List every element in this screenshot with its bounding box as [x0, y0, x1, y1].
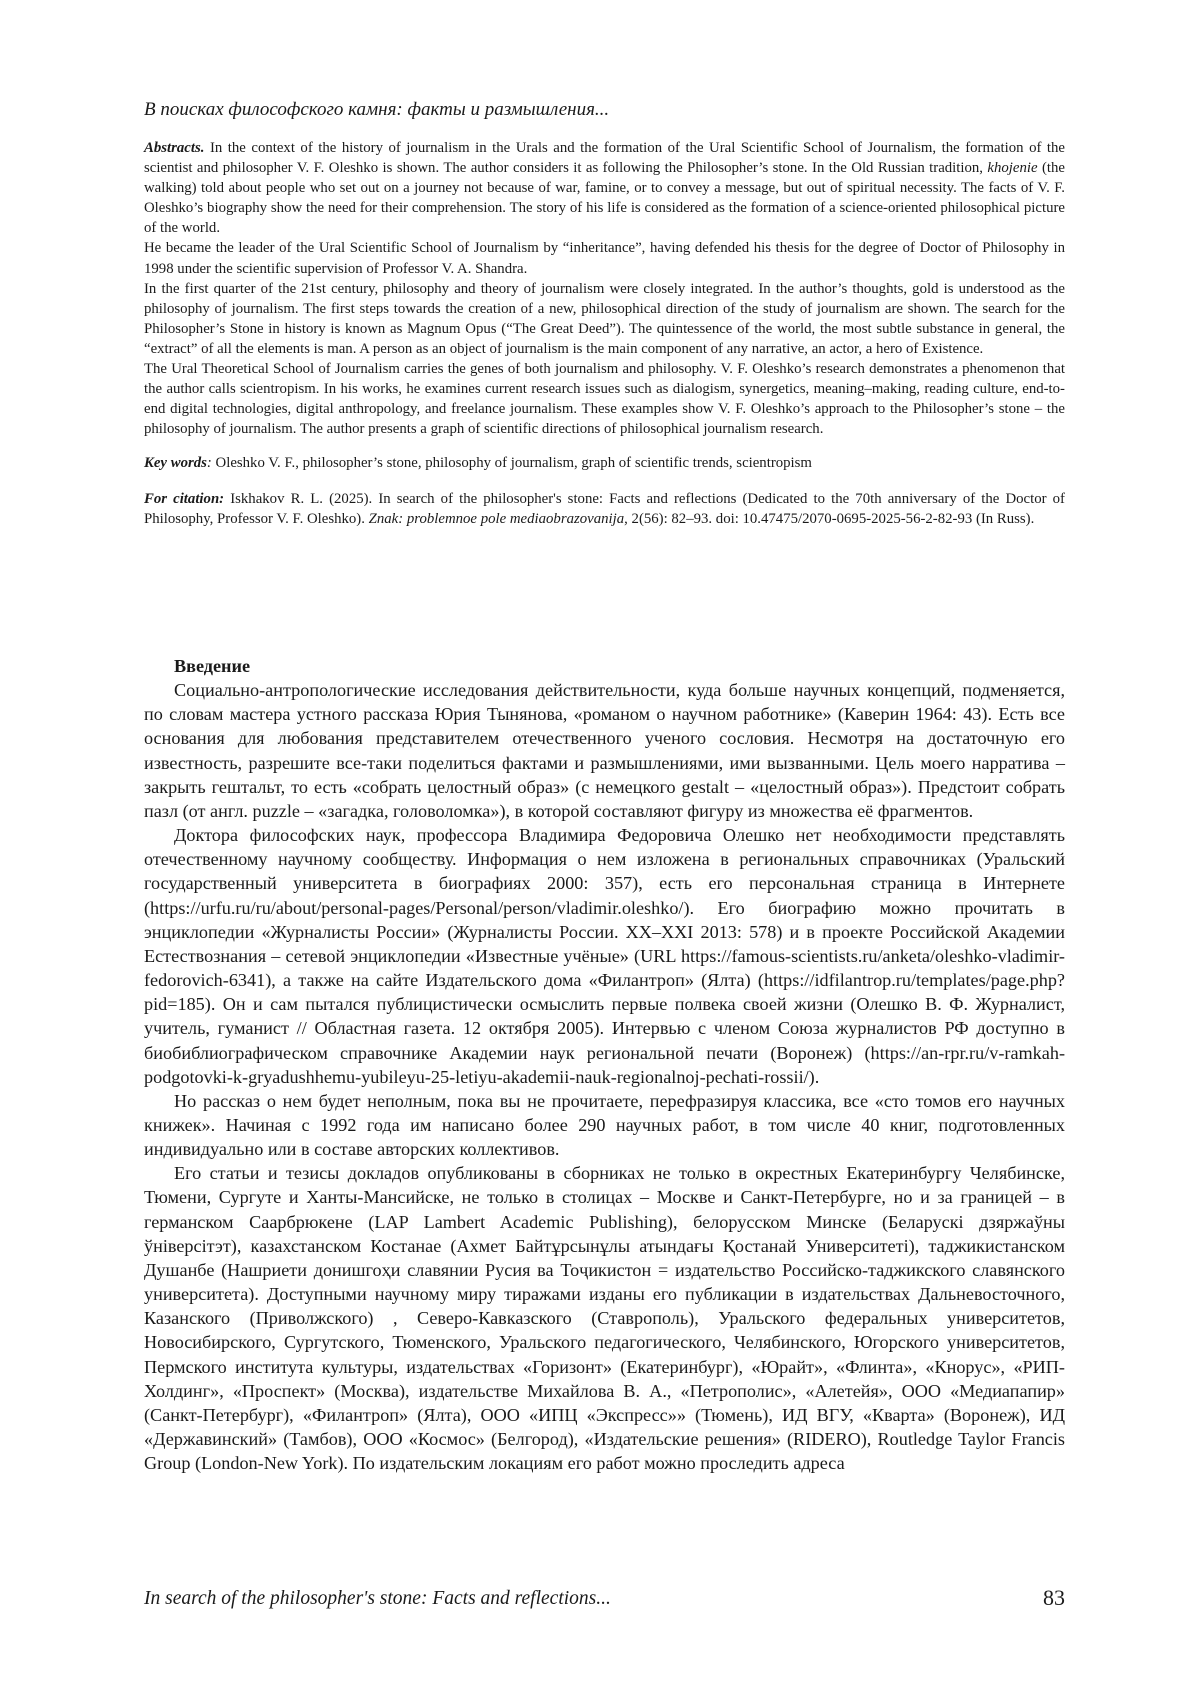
citation-text-before: Iskhakov R. L. (2025). In search of the philosopher's stone: Facts and reflections (Dedicated to the 70th anniversary of the Doctor of Philosophy, Professor V. F. Oleshko).	[144, 490, 1065, 527]
introduction-paragraph-4: Его статьи и тезисы докладов опубликованы в сборниках не только в окрестных Екатеринбургу Челябинске, Тюмени, Сургуте и Ханты-Мансийске, не только в столицах – Москве и Санкт-Петербурге, но и за границей – в германском Саарбрюкене (LAP Lambert Academic Publishing), белорусском Минске (Беларускі дзяржаўны ўніверсітэт), казахстанском Костанае (Ахмет Байтұрсынұлы атындағы Қостанай Университеті), таджикистанском Душанбе (Нашриети донишгоҳи славянии Русия ва Тоҷикистон = издательство Российско-таджикского славянского университета). Доступными научному миру тиражами изданы его публикации в издательствах Дальневосточного, Казанского (Приволжского) , Северо-Кавказского (Ставрополь), Уральского федеральных университетов, Новосибирского, Сургутского, Тюменского, Уральского педагогического, Челябинского, Югорского университетов, Пермского института культуры, издательствах «Горизонт» (Екатеринбург), «Юрайт», «Флинта», «Кнорус», «РИП-Холдинг», «Проспект» (Москва), издательстве Михайлова В. А., «Петрополис», «Алетейя», ООО «Медиапапир» (Санкт-Петербург), «Филантроп» (Ялта), ООО «ИПЦ «Экспресс»» (Тюмень), ИД ВГУ, «Кварта» (Воронеж), ИД «Державинский» (Тамбов), ООО «Космос» (Белгород), «Издательские решения» (RIDERO), Routledge Taylor Francis Group (London-New York). По издательским локациям его работ можно проследить адреса	[144, 1163, 1065, 1474]
abstract-paragraph-2: He became the leader of the Ural Scientific School of Journalism by “inheritance”, having defended his thesis for the degree of Doctor of Philosophy in 1998 under the scientific supervision of Professor V. A. Shandra.	[144, 240, 1065, 277]
citation-text-after: , 2(56): 82–93. doi: 10.47475/2070-0695-2025-56-2-82-93 (In Russ).	[624, 510, 1035, 527]
abstract-paragraph-3: In the first quarter of the 21st century, philosophy and theory of journalism were closely integrated. In the author’s thoughts, gold is understood as the philosophy of journalism. The first steps towards the creation of a new, philosophical direction of the study of journalism are shown. The search for the Philosopher’s Stone in history is known as Magnum Opus (“The Great Deed”). The quintessence of the world, the most subtle substance in general, the “extract” of all the elements is man. A person as an object of journalism is the main component of any narrative, an actor, a hero of Existence.	[144, 280, 1065, 357]
abstract-p1-after: (the walking) told about people who set out on a journey not because of war, famine, or to convey a message, but out of spiritual necessity. The facts of V. F. Oleshko’s biography show the need for their comprehension. The story of his life is considered as the formation of a science-oriented philosophical picture of the world.	[144, 160, 1065, 237]
keywords-text: Oleshko V. F., philosopher’s stone, philosophy of journalism, graph of scientific trends, scientropism	[215, 455, 812, 472]
abstract-p1-term: khojenie	[987, 160, 1038, 177]
introduction-section	[144, 654, 1065, 1475]
keywords-colon: :	[206, 455, 216, 472]
page-number: 83	[1043, 1585, 1065, 1610]
running-head-title: В поисках философского камня: факты и размышления...	[144, 99, 610, 120]
abstract-block	[144, 138, 1065, 529]
abstract-paragraph-4: The Ural Theoretical School of Journalism carries the genes of both journalism and philosophy. V. F. Oleshko’s research demonstrates a phenomenon that the author calls scientropism. In his works, he examines current research issues such as dialogism, synergetics, meaning–making, reading culture, end-to-end digital technologies, digital anthropology, and freelance journalism. These examples show V. F. Oleshko’s approach to the Philosopher’s stone – the philosophy of journalism. The author presents a graph of scientific directions of philosophical journalism research.	[144, 361, 1065, 438]
introduction-paragraph-3: Но рассказ о нем будет неполным, пока вы не прочитаете, перефразируя классика, все «сто томов его научных книжек». Начиная с 1992 года им написано более 290 научных работ, в том числе 40 книг, подготовленных индивидуально или в составе авторских коллективов.	[144, 1090, 1065, 1160]
footer-running-title: In search of the philosopher's stone: Facts and reflections...	[144, 1588, 611, 1609]
citation-block	[144, 489, 1065, 529]
introduction-paragraph-2: Доктора философских наук, профессора Владимира Федоровича Олешко нет необходимости представлять отечественному научному сообществу. Информация о нем изложена в региональных справочниках (Уральский государственный университета в биографиях 2000: 357), есть его персональная страница в Интернете (https://urfu.ru/ru/about/personal-pages/Personal/person/vladimir.oleshko/). Его биографию можно прочитать в энциклопедии «Журналисты России» (Журналисты России. XX–XXI 2013: 578) и в проекте Российской Академии Естествознания – сетевой энциклопедии «Известные учёные» (URL https://famous-scientists.ru/anketa/oleshko-vladimir-fedorovich-6341), а также на сайте Издательского дома «Филантроп» (Ялта) (https://idfilantrop.ru/templates/page.php?pid=185). Он и сам пытался публицистически осмыслить первые полвека своей жизни (Олешко В. Ф. Журналист, учитель, гуманист // Областная газета. 12 октября 2005). Интервью с членом Союза журналистов РФ доступно в биобиблиографическом справочнике Академии наук региональной печати (Воронеж) (https://an-rpr.ru/v-ramkah-podgotovki-k-gryadushhemu-yubileyu-25-letiyu-akademii-nauk-regionalnoj-pechati-rossii/).	[144, 825, 1065, 1087]
introduction-heading: Введение	[174, 656, 251, 676]
abstract-p1-before: In the context of the history of journalism in the Urals and the formation of the Ural Scientific School of Journalism, the formation of the scientist and philosopher V. F. Oleshko is shown. The author considers it as following the Philosopher’s stone. In the Old Russian tradition,	[144, 140, 1065, 177]
introduction-paragraph-1: Социально-антропологические исследования действительности, куда больше научных концепций, подменяется, по словам мастера устного рассказа Юрия Тынянова, «романом о научном работнике» (Каверин 1964: 43). Есть все основания для любования представителем отечественного ученого сословия. Несмотря на достаточную его известность, разрешите все-таки поделиться фактами и размышлениями, ими вызванными. Цель моего нарратива – закрыть гештальт, то есть «собрать целостный образ» (с немецкого gestalt – «целостный образ»). Предстоит собрать пазл (от англ. puzzle – «загадка, головоломка»), в которой составляют фигуру из множества её фрагментов.	[144, 680, 1065, 821]
citation-label: For citation:	[144, 490, 225, 507]
keywords-line	[144, 453, 1065, 473]
citation-journal: Znak: problemnoe pole mediaobrazovanija	[368, 510, 625, 527]
keywords-label: Key words	[144, 455, 207, 472]
abstract-paragraph-1	[144, 138, 1065, 238]
abstract-label: Abstracts.	[144, 140, 205, 156]
